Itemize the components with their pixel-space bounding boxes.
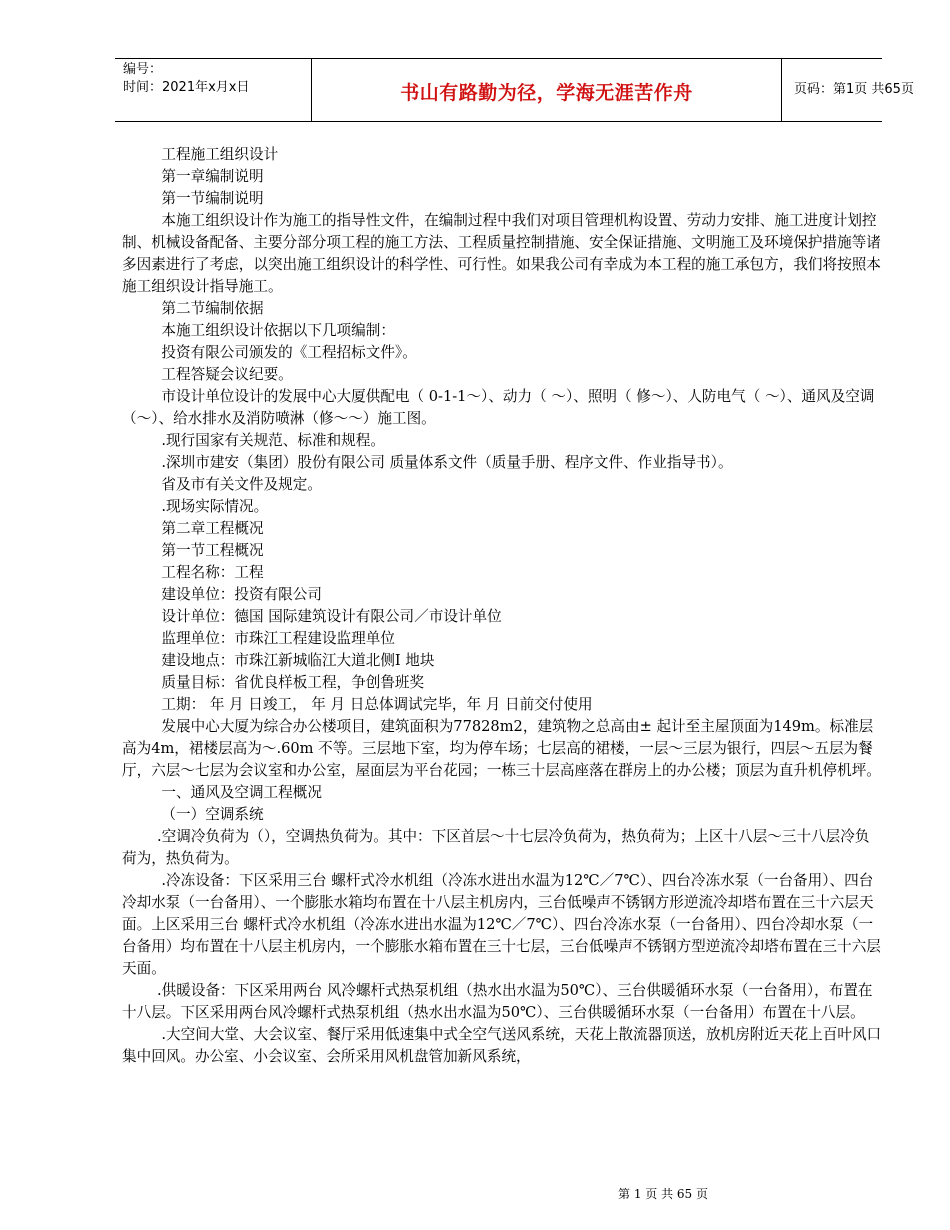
subsection-heading: （一）空调系统 <box>161 806 264 823</box>
body-paragraph: .冷冻设备：下区采用三台 螺杆式冷水机组（冷冻水进出水温为12℃／7℃）、四台冷冻水泵（一台备用）、四台冷却水泵（一台备用）、一个膨胀水箱均布置在十八层主机房内，三台低噪声不锈钢方形逆流冷却塔布置在三十六层天面。上区采用三台 螺杆式冷水机组（冷冻水进出水温为12℃／7℃）、四台冷冻水泵（一台备用）、四台冷却水泵（一台备用）均布置在十八层主机房内，一个膨胀水箱布置在三十七层，三台低噪声不锈钢方型逆流冷却塔布置在三十六层天面。 <box>122 872 881 977</box>
list-item: 投资有限公司颁发的《工程招标文件》。 <box>161 344 417 361</box>
list-item: 工程答疑会议纪要。 <box>161 366 293 383</box>
project-info-line: 监理单位：市珠江工程建设监理单位 <box>161 630 395 647</box>
list-item: 市设计单位设计的发展中心大厦供配电（ 0-1-1～）、动力（ ～）、照明（ 修～）、人防电气（ ～）、通风及空调（～）、给水排水及消防喷淋（修～～）施工图。 <box>122 388 875 427</box>
header-meta <box>115 59 311 121</box>
document-title: 工程施工组织设计 <box>161 146 279 163</box>
page-footer: 第 1 页 共 65 页 <box>618 1187 708 1201</box>
document-number-label: 编号： <box>123 62 163 77</box>
header-page-info: 页码：第1页 共65页 <box>794 82 914 97</box>
list-item: 省及市有关文件及规定。 <box>161 476 322 493</box>
project-info-line: 建设地点：市珠江新城临江大道北侧Ⅰ 地块 <box>161 652 435 669</box>
body-paragraph: 本施工组织设计依据以下几项编制： <box>161 322 395 339</box>
body-paragraph: 本施工组织设计作为施工的指导性文件，在编制过程中我们对项目管理机构设置、劳动力安排、施工进度计划控制、机械设备配备、主要分部分项工程的施工方法、工程质量控制措施、安全保证措施、文明施工及环境保护措施等诸多因素进行了考虑，以突出施工组织设计的科学性、可行性。如果我公司有幸成为本工程的施工承包方，我们将按照本施工组织设计指导施工。 <box>122 212 881 295</box>
list-item: .深圳市建安（集团）股份有限公司 质量体系文件（质量手册、程序文件、作业指导书）。 <box>161 454 733 471</box>
body-paragraph: .供暖设备：下区采用两台 风冷螺杆式热泵机组（热水出水温为50℃）、三台供暖循环水泵（一台备用），布置在十八层。下区采用两台风冷螺杆式热泵机组（热水出水温为50℃）、三台供暖循环水泵（一台备用）布置在十八层。 <box>122 982 873 1021</box>
body-paragraph: 发展中心大厦为综合办公楼项目，建筑面积为77828m2，建筑物之总高由± 起计至主屋顶面为149m。标准层高为4m，裙楼层高为～.60m 不等。三层地下室，均为停车场；七层高的裙楼，一层～三层为银行，四层～五层为餐厅，六层～七层为会议室和办公室，屋面层为平台花园；一栋三十层高座落在群房上的办公楼；顶层为直升机停机坪。 <box>122 718 881 779</box>
header-motto-cell <box>311 59 782 121</box>
body-paragraph: .空调冷负荷为（），空调热负荷为。其中：下区首层～十七层冷负荷为，热负荷为；上区十八层～三十八层冷负荷为，热负荷为。 <box>122 828 870 867</box>
list-item: .现场实际情况。 <box>161 498 269 515</box>
section-heading: 第一节编制说明 <box>161 190 264 207</box>
header-motto: 书山有路勤为径，学海无涯苦作舟 <box>400 82 693 104</box>
list-item: .现行国家有关规范、标准和规程。 <box>161 432 385 449</box>
body-paragraph: .大空间大堂、大会议室、餐厅采用低速集中式全空气送风系统，天花上散流器顶送，放机房附近天花上百叶风口集中回风。办公室、小会议室、会所采用风机盘管加新风系统， <box>122 1026 882 1065</box>
section-heading: 第二节编制依据 <box>161 300 264 317</box>
project-info-line: 工程名称：工程 <box>161 564 264 581</box>
document-body <box>122 144 884 1068</box>
project-info-line: 工期： 年 月 日竣工， 年 月 日总体调试完毕，年 月 日前交付使用 <box>161 696 593 713</box>
chapter-heading: 第一章编制说明 <box>161 168 264 185</box>
project-info-line: 设计单位：德国 国际建筑设计有限公司／市设计单位 <box>161 608 502 625</box>
document-time-label: 时间：2021年x月x日 <box>123 80 250 95</box>
subsection-heading: 一、通风及空调工程概况 <box>161 784 322 801</box>
chapter-heading: 第二章工程概况 <box>161 520 264 537</box>
project-info-line: 质量目标：省优良样板工程，争创鲁班奖 <box>161 674 425 691</box>
project-info-line: 建设单位：投资有限公司 <box>161 586 322 603</box>
page-header <box>115 58 914 122</box>
section-heading: 第一节工程概况 <box>161 542 264 559</box>
